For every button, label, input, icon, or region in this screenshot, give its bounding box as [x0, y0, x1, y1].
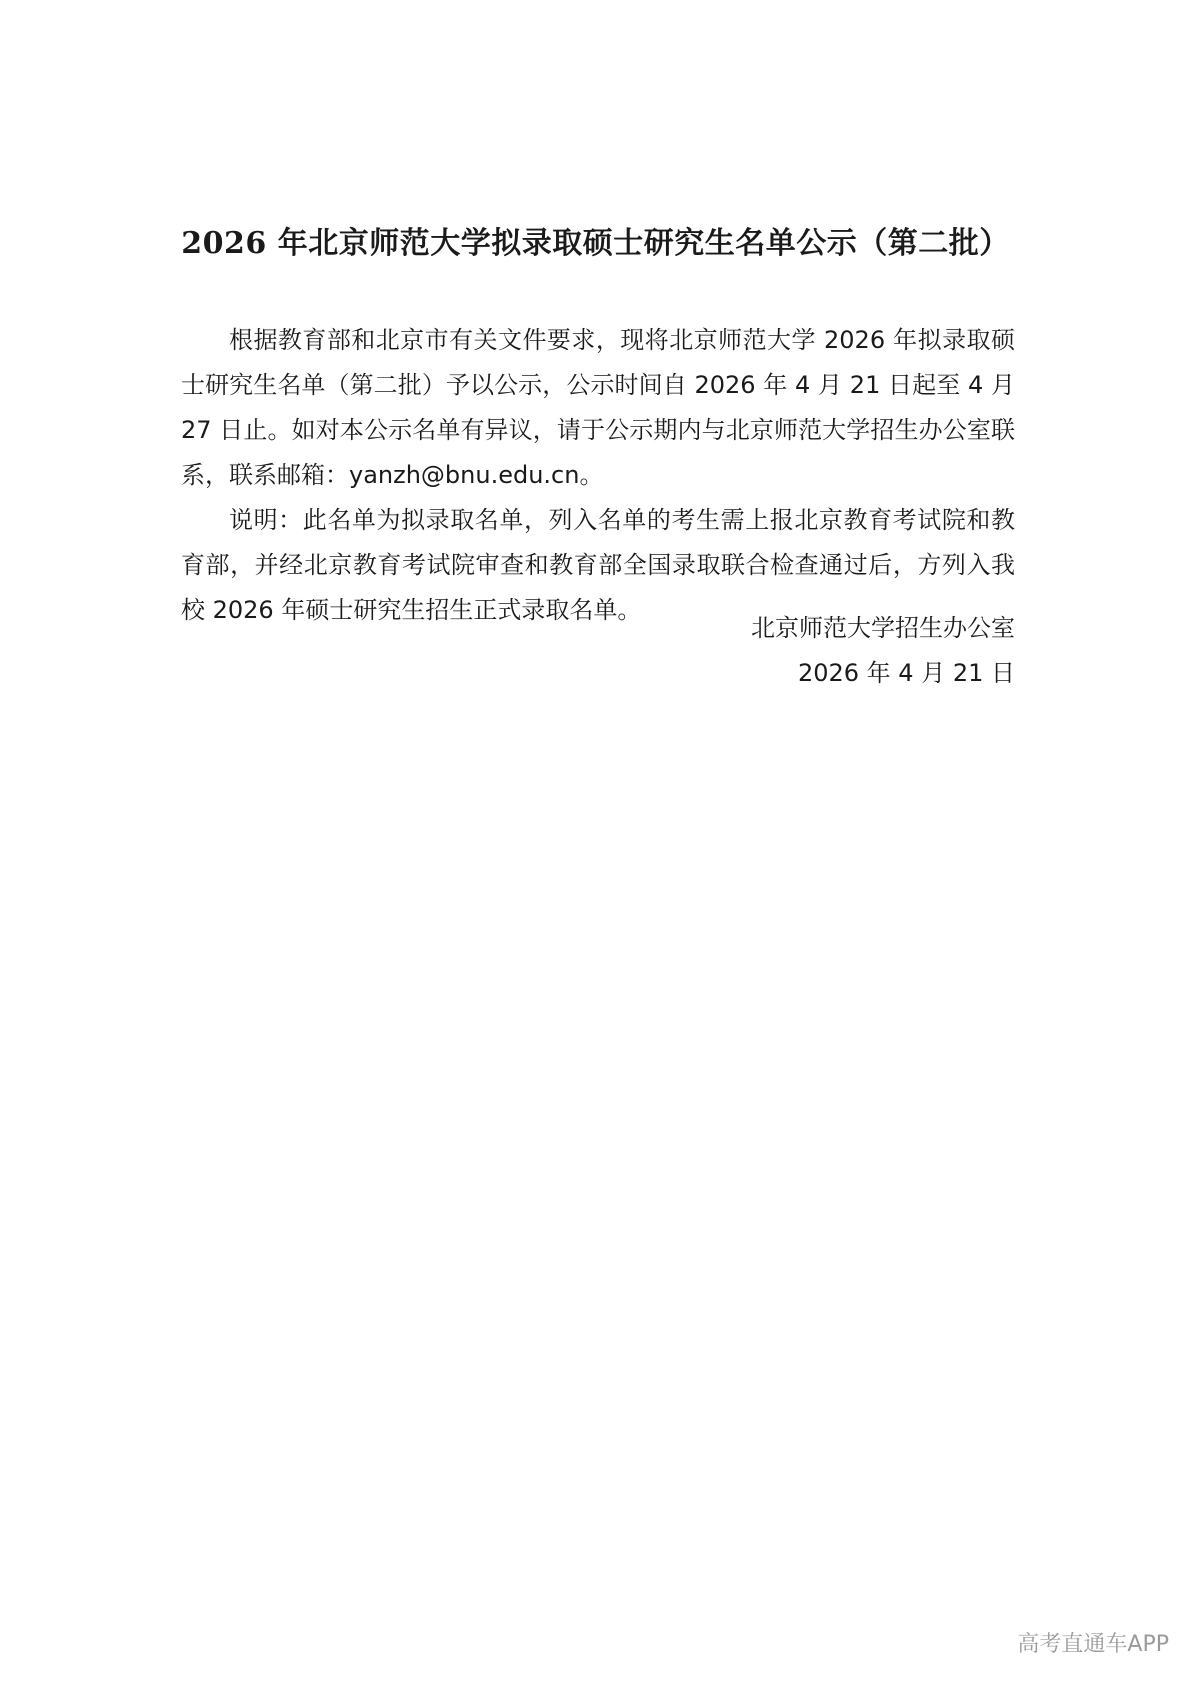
signature-date: 2026 年 4 月 21 日: [797, 659, 1015, 687]
document-title: 2026 年北京师范大学拟录取硕士研究生名单公示（第二批）: [181, 226, 1010, 261]
signature-organization: 北京师范大学招生办公室: [751, 614, 1015, 642]
explanation-paragraph: 说明：此名单为拟录取名单，列入名单的考生需上报北京教育考试院和教育部，并经北京教育考试院审查和教育部全国录取联合检查通过后，方列入我校 2026 年硕士研究生招生正式录取名单。: [181, 506, 1015, 624]
notice-paragraph: 根据教育部和北京市有关文件要求，现将北京师范大学 2026 年拟录取硕士研究生名单（第二批）予以公示，公示时间自 2026 年 4 月 21 日起至 4 月 27 日止。如对本公示名单有异议，请于公示期内与北京师范大学招生办公室联系，联系邮箱：yanzh@bnu.edu.cn。: [181, 326, 1015, 489]
watermark: 高考直通车APP: [1017, 1632, 1169, 1657]
document-body: [181, 318, 1015, 633]
